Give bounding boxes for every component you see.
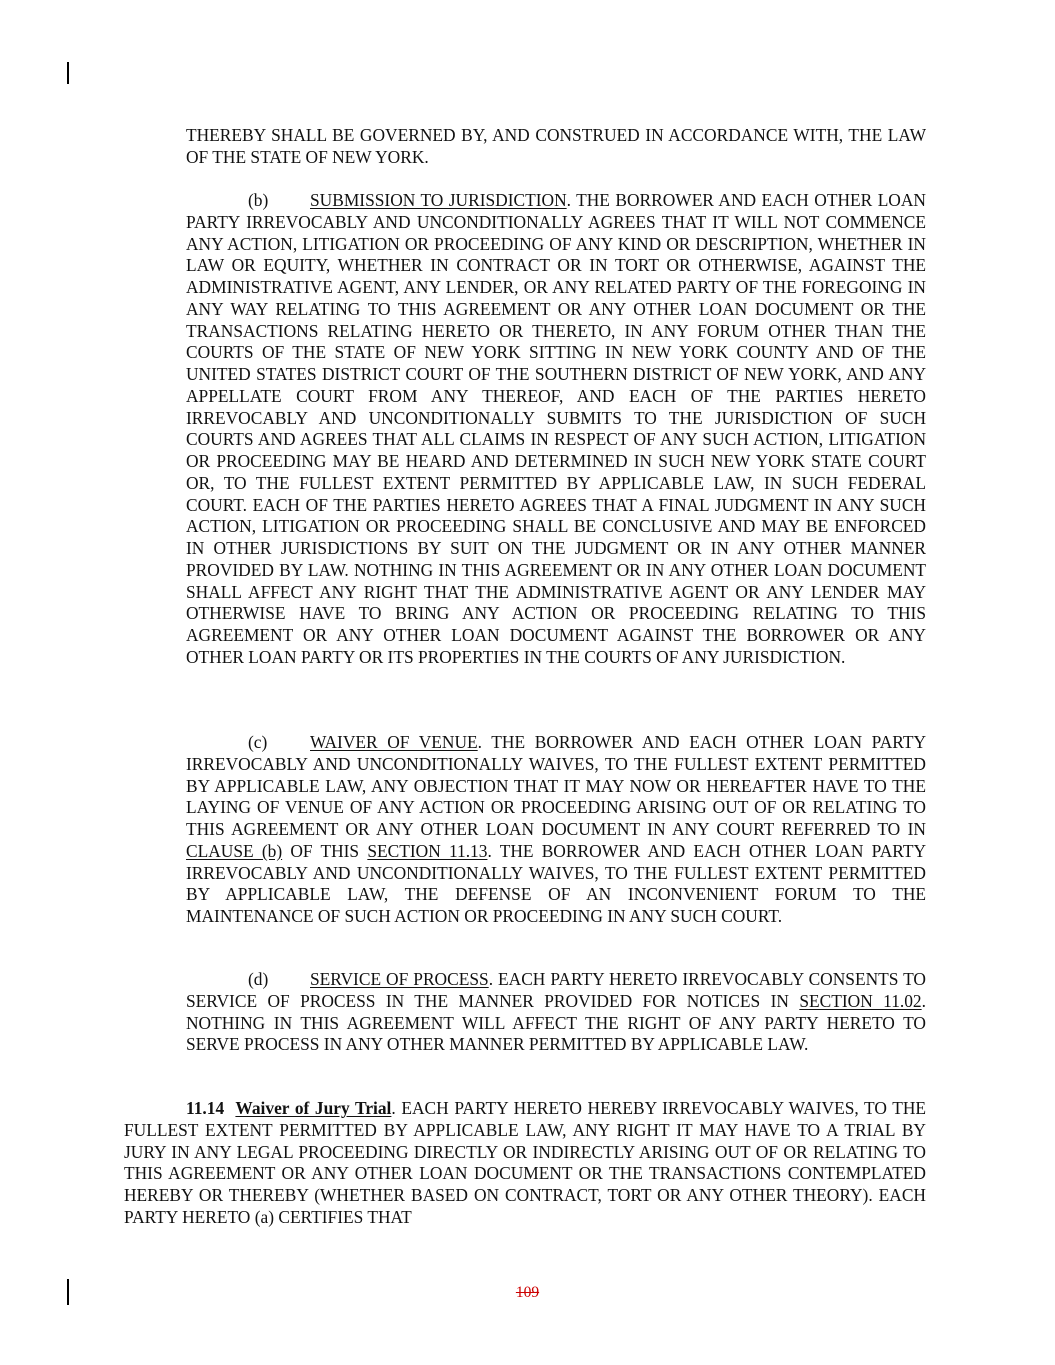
clause-d-paragraph bbox=[186, 969, 926, 1056]
section-number: 11.14 bbox=[186, 1098, 225, 1118]
clause-d-body-1: . EACH PARTY HERETO IRREVOCABLY CONSENTS TO SERVICE OF PROCESS IN THE MANNER PROVIDED FOR NOTICES IN bbox=[186, 969, 926, 1011]
clause-c-ref-section: SECTION 11.13 bbox=[367, 840, 488, 861]
clause-d-body-2: . NOTHING IN THIS AGREEMENT WILL AFFECT THE RIGHT OF ANY PARTY HERETO TO SERVE PROCESS IN ANY OTHER MANNER PERMITTED BY APPLICABLE LAW. bbox=[186, 990, 926, 1055]
clause-b-paragraph bbox=[186, 190, 926, 669]
clause-c-body-3: . THE BORROWER AND EACH OTHER LOAN PARTY IRREVOCABLY AND UNCONDITIONALLY WAIVES, TO THE FULLEST EXTENT PERMITTED BY APPLICABLE LAW, THE DEFENSE OF AN INCONVENIENT FORUM TO THE MAINTENANCE OF SUCH ACTION OR PROCEEDING IN ANY SUCH COURT. bbox=[186, 840, 927, 926]
clause-c-body-2: OF THIS bbox=[282, 840, 368, 861]
clause-c-paragraph bbox=[186, 732, 926, 928]
clause-c-ref-clause: CLAUSE (b) bbox=[186, 840, 283, 861]
section-body: . EACH PARTY HERETO HEREBY IRREVOCABLY WAIVES, TO THE FULLEST EXTENT PERMITTED BY APPLICABLE LAW, ANY RIGHT IT MAY HAVE TO A TRIAL BY JURY IN ANY LEGAL PROCEEDING DIRECTLY OR INDIRECTLY ARISING OUT OF OR RELATING TO THIS AGREEMENT OR ANY OTHER LOAN DOCUMENT OR THE TRANSACTIONS CONTEMPLATED HEREBY OR THEREBY (WHETHER BASED ON CONTRACT, TORT OR ANY OTHER THEORY). EACH PARTY HERETO (a) CERTIFIES THAT bbox=[124, 1098, 927, 1227]
clause-c-body-1: . THE BORROWER AND EACH OTHER LOAN PARTY IRREVOCABLY AND UNCONDITIONALLY WAIVES, TO THE FULLEST EXTENT PERMITTED BY APPLICABLE LAW, ANY OBJECTION THAT IT MAY NOW OR HEREAFTER HAVE TO THE LAYING OF VENUE OF ANY ACTION OR PROCEEDING ARISING OUT OF OR RELATING TO THIS AGREEMENT OR ANY OTHER LOAN DOCUMENT IN ANY COURT REFERRED TO IN bbox=[186, 732, 926, 839]
clause-c-heading: WAIVER OF VENUE bbox=[310, 732, 478, 752]
continuation-paragraph bbox=[186, 125, 926, 169]
continuation-text: THEREBY SHALL BE GOVERNED BY, AND CONSTRUED IN ACCORDANCE WITH, THE LAW OF THE STATE OF NEW YORK. bbox=[186, 125, 926, 167]
clause-d-heading: SERVICE OF PROCESS bbox=[310, 969, 489, 989]
section-11-14-paragraph bbox=[124, 1098, 926, 1229]
clause-b-heading: SUBMISSION TO JURISDICTION bbox=[310, 190, 567, 210]
clause-b-label: (b) bbox=[248, 190, 269, 210]
clause-b-body: . THE BORROWER AND EACH OTHER LOAN PARTY IRREVOCABLY AND UNCONDITIONALLY AGREES THAT IT WILL NOT COMMENCE ANY ACTION, LITIGATION OR PROCEEDING OF ANY KIND OR DESCRIPTION, WHETHER IN LAW OR EQUITY, WHETHER IN CONTRACT OR IN TORT OR OTHERWISE, AGAINST THE ADMINISTRATIVE AGENT, ANY LENDER, OR ANY RELATED PARTY OF THE FOREGOING IN ANY WAY RELATING TO THIS AGREEMENT OR ANY OTHER LOAN DOCUMENT OR THE TRANSACTIONS RELATING HERETO OR THERETO, IN ANY FORUM OTHER THAN THE COURTS OF THE STATE OF NEW YORK SITTING IN NEW YORK COUNTY AND OF THE UNITED STATES DISTRICT COURT OF THE SOUTHERN DISTRICT OF NEW YORK, AND ANY APPELLATE COURT FROM ANY THEREOF, AND EACH OF THE PARTIES HERETO IRREVOCABLY AND UNCONDITIONALLY SUBMITS TO THE JURISDICTION OF SUCH COURTS AND AGREES THAT ALL CLAIMS IN RESPECT OF ANY SUCH ACTION, LITIGATION OR PROCEEDING MAY BE HEARD AND DETERMINED IN SUCH NEW YORK STATE COURT OR, TO THE FULLEST EXTENT PERMITTED BY APPLICABLE LAW, IN SUCH FEDERAL COURT. EACH OF THE PARTIES HERETO AGREES THAT A FINAL JUDGMENT IN ANY SUCH ACTION, LITIGATION OR PROCEEDING SHALL BE CONCLUSIVE AND MAY BE ENFORCED IN OTHER JURISDICTIONS BY SUIT ON THE JUDGMENT OR IN ANY OTHER MANNER PROVIDED BY LAW. NOTHING IN THIS AGREEMENT OR IN ANY OTHER LOAN DOCUMENT SHALL AFFECT ANY RIGHT THAT THE ADMINISTRATIVE AGENT OR ANY LENDER MAY OTHERWISE HAVE TO BRING ANY ACTION OR PROCEEDING RELATING TO THIS AGREEMENT OR ANY OTHER LOAN DOCUMENT AGAINST THE BORROWER OR ANY OTHER LOAN PARTY OR ITS PROPERTIES IN THE COURTS OF ANY JURISDICTION. bbox=[186, 190, 926, 667]
section-heading: Waiver of Jury Trial bbox=[235, 1098, 392, 1118]
clause-d-ref-section: SECTION 11.02 bbox=[799, 990, 922, 1011]
change-bar-top bbox=[67, 62, 69, 84]
page-number: 109 bbox=[515, 1284, 540, 1301]
clause-d-label: (d) bbox=[248, 969, 269, 989]
clause-c-label: (c) bbox=[248, 732, 268, 752]
